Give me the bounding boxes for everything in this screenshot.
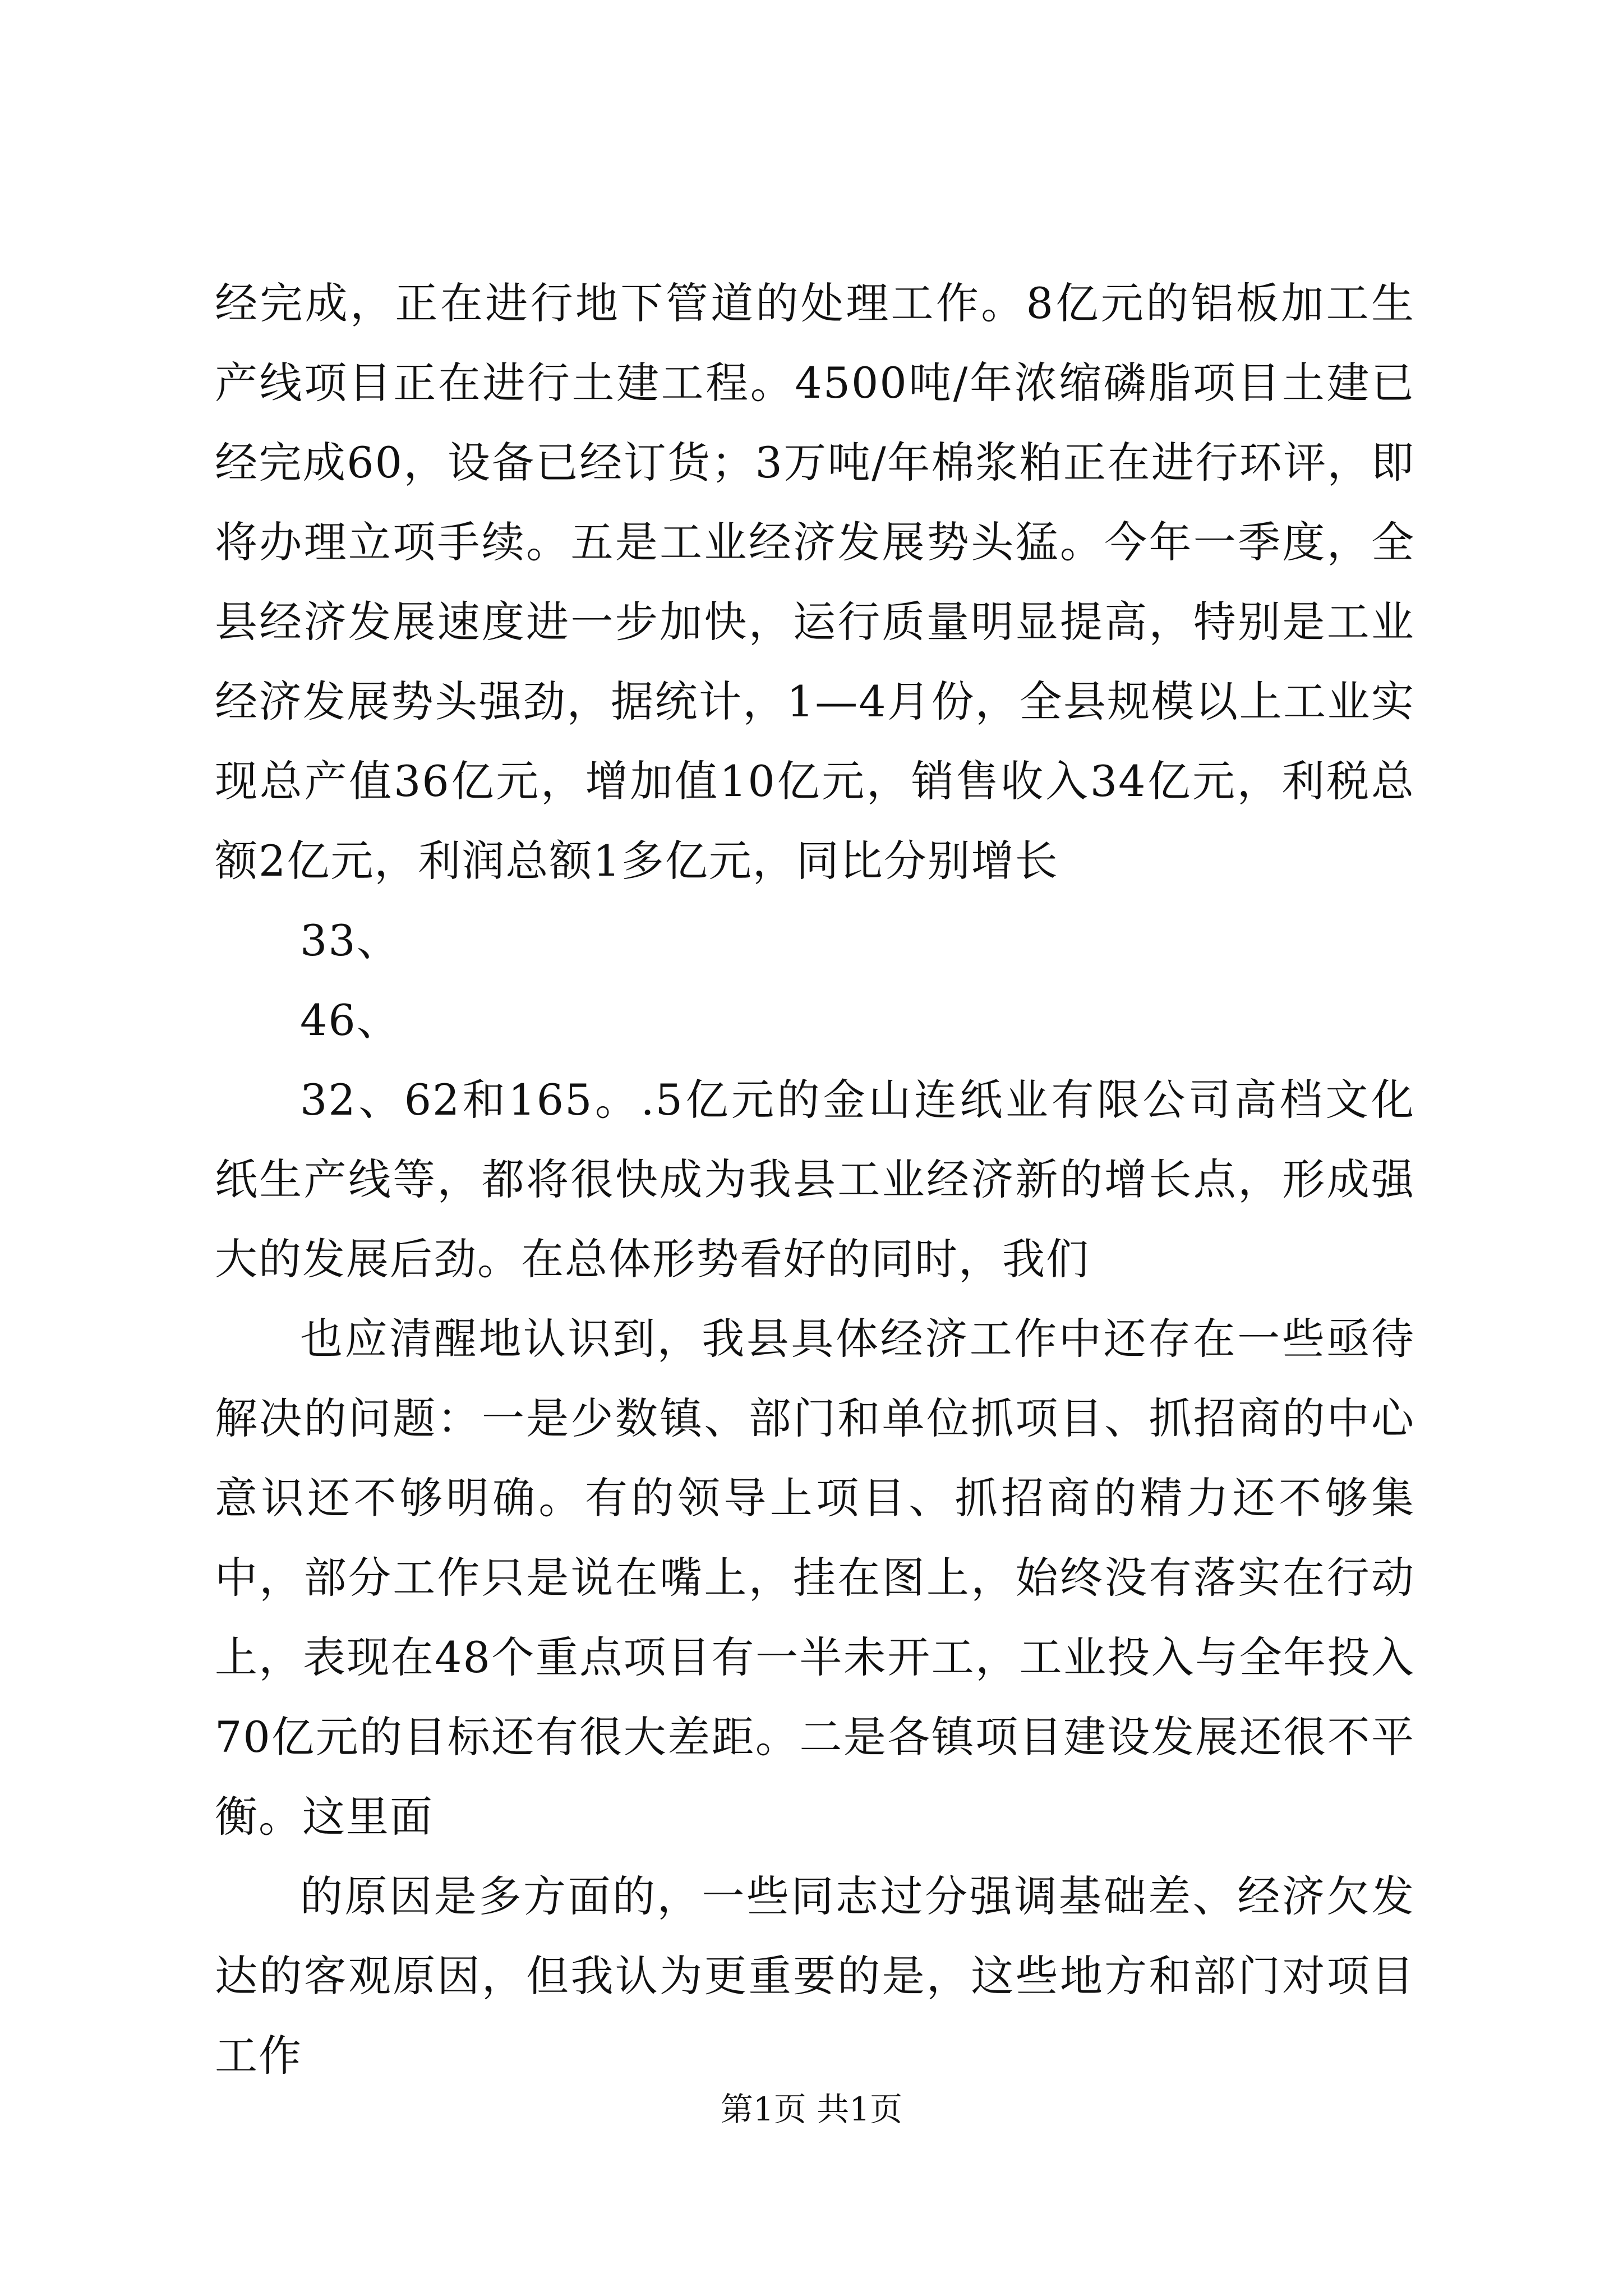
paragraph-6: 的原因是多方面的，一些同志过分强调基础差、经济欠发达的客观原因，但我认为更重要的是，这些地方和部门对项目工作 [215,1871,1415,2081]
paragraph-3: 46、 [300,995,400,1045]
page-number: 第1页 共1页 [720,2090,903,2128]
document-body [215,264,1415,2096]
paragraph-4: 32、62和165。.5亿元的金山连纸业有限公司高档文化纸生产线等，都将很快成为我县工业经济新的增长点，形成强大的发展后劲。在总体形势看好的同时，我们 [215,1075,1415,1284]
paragraph-2: 33、 [300,915,400,965]
paragraph-5: 也应清醒地认识到，我县具体经济工作中还存在一些亟待解决的问题：一是少数镇、部门和单位抓项目、抓招商的中心意识还不够明确。有的领导上项目、抓招商的精力还不够集中，部分工作只是说在嘴上，挂在图上，始终没有落实在行动上，表现在48个重点项目有一半未开工，工业投入与全年投入70亿元的目标还有很大差距。二是各镇项目建设发展还很不平衡。这里面 [215,1314,1415,1842]
paragraph-1: 经完成，正在进行地下管道的处理工作。8亿元的铝板加工生产线项目正在进行土建工程。4500吨/年浓缩磷脂项目土建已经完成60，设备已经订货；3万吨/年棉浆粕正在进行环评，即将办理立项手续。五是工业经济发展势头猛。今年一季度，全县经济发展速度进一步加快，运行质量明显提高，特别是工业经济发展势头强劲，据统计，1—4月份，全县规模以上工业实现总产值36亿元，增加值10亿元，销售收入34亿元，利税总额2亿元，利润总额1多亿元，同比分别增长 [215,278,1415,886]
